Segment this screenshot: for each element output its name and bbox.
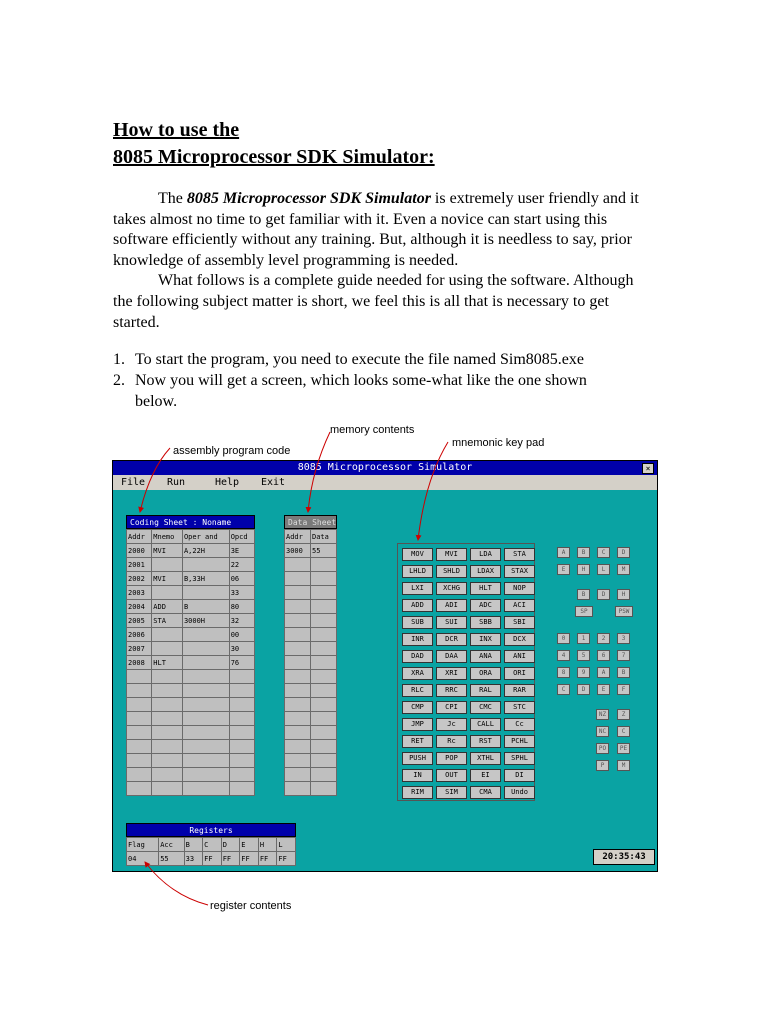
hex-key[interactable]: 8: [557, 667, 570, 678]
mnemonic-key[interactable]: XTHL: [470, 752, 501, 765]
annotation-mnemonic: mnemonic key pad: [452, 437, 545, 449]
arrow-assembly: [140, 448, 170, 512]
grid-cell[interactable]: 3E: [229, 544, 254, 558]
grid-cell[interactable]: D: [221, 838, 240, 852]
hex-key[interactable]: 2: [597, 633, 610, 644]
grid-cell[interactable]: FF: [221, 852, 240, 866]
registers-title: Registers: [126, 823, 296, 837]
menu-exit[interactable]: Exit: [261, 477, 286, 488]
arrow-register: [145, 862, 208, 905]
grid-cell[interactable]: 04: [127, 852, 159, 866]
mnemonic-key[interactable]: DAD: [402, 650, 433, 663]
mnemonic-key[interactable]: RAR: [504, 684, 535, 697]
register-key[interactable]: L: [597, 564, 610, 575]
mnemonic-key[interactable]: SBB: [470, 616, 501, 629]
grid-cell[interactable]: B: [182, 600, 229, 614]
pair-key[interactable]: D: [597, 589, 610, 600]
window-title: 8085 Microprocessor Simulator: [297, 462, 473, 473]
mnemonic-key[interactable]: ORI: [504, 667, 535, 680]
hex-key[interactable]: 6: [597, 650, 610, 661]
mnemonic-key[interactable]: Jc: [436, 718, 467, 731]
grid-cell[interactable]: 00: [229, 628, 254, 642]
grid-cell[interactable]: 2008: [127, 656, 152, 670]
register-key[interactable]: H: [577, 564, 590, 575]
mnemonic-key[interactable]: CMC: [470, 701, 501, 714]
register-key[interactable]: D: [617, 547, 630, 558]
grid-cell[interactable]: Mnemo: [152, 530, 183, 544]
grid-cell[interactable]: 06: [229, 572, 254, 586]
mnemonic-key[interactable]: PCHL: [504, 735, 535, 748]
hex-key[interactable]: C: [557, 684, 570, 695]
hex-key[interactable]: A: [597, 667, 610, 678]
annotation-memory: memory contents: [330, 424, 415, 436]
grid-cell[interactable]: 80: [229, 600, 254, 614]
list-number: 2.: [113, 372, 125, 389]
grid-cell[interactable]: 22: [229, 558, 254, 572]
grid-cell[interactable]: 32: [229, 614, 254, 628]
grid-cell[interactable]: HLT: [152, 656, 183, 670]
annotation-register: register contents: [210, 900, 292, 912]
mnemonic-key[interactable]: LHLD: [402, 565, 433, 578]
mnemonic-key[interactable]: MVI: [436, 548, 467, 561]
grid-cell[interactable]: FF: [203, 852, 222, 866]
register-key[interactable]: C: [597, 547, 610, 558]
mnemonic-key[interactable]: SUI: [436, 616, 467, 629]
mnemonic-key[interactable]: NOP: [504, 582, 535, 595]
grid-cell[interactable]: Addr: [285, 530, 311, 544]
grid-cell[interactable]: FF: [277, 852, 296, 866]
grid-cell[interactable]: 33: [184, 852, 203, 866]
doc-title-line2: 8085 Microprocessor SDK Simulator:: [113, 146, 435, 168]
annotation-assembly: assembly program code: [173, 445, 291, 457]
mnemonic-key[interactable]: MOV: [402, 548, 433, 561]
mnemonic-key[interactable]: SPHL: [504, 752, 535, 765]
condition-key[interactable]: PO: [596, 743, 609, 754]
p1-rest: is extremely user friendly and it takes almost no time to get familiar with it. Even a novice can start using this software efficiently without any training. But, although it is needless to say, prior knowledge of assembly level programming is needed.: [113, 190, 639, 269]
grid-cell[interactable]: Data: [311, 530, 337, 544]
register-key[interactable]: A: [557, 547, 570, 558]
arrow-mnemonic: [418, 442, 448, 540]
grid-cell[interactable]: ADD: [152, 600, 183, 614]
grid-cell[interactable]: 55: [159, 852, 184, 866]
grid-cell[interactable]: L: [277, 838, 296, 852]
grid-cell[interactable]: MVI: [152, 544, 183, 558]
condition-key[interactable]: P: [596, 760, 609, 771]
mnemonic-key[interactable]: DCR: [436, 633, 467, 646]
hex-key[interactable]: 7: [617, 650, 630, 661]
mnemonic-key[interactable]: HLT: [470, 582, 501, 595]
hex-key[interactable]: E: [597, 684, 610, 695]
register-key[interactable]: E: [557, 564, 570, 575]
grid-cell[interactable]: FF: [258, 852, 277, 866]
grid-cell[interactable]: H: [258, 838, 277, 852]
mnemonic-key[interactable]: Rc: [436, 735, 467, 748]
coding-sheet-title: Coding Sheet : Noname: [126, 515, 255, 529]
mnemonic-key[interactable]: ANA: [470, 650, 501, 663]
mnemonic-key[interactable]: ANI: [504, 650, 535, 663]
mnemonic-key[interactable]: PUSH: [402, 752, 433, 765]
hex-key[interactable]: D: [577, 684, 590, 695]
hex-key[interactable]: 5: [577, 650, 590, 661]
menu-file[interactable]: File: [121, 477, 146, 488]
mnemonic-key[interactable]: DCX: [504, 633, 535, 646]
mnemonic-key[interactable]: RET: [402, 735, 433, 748]
mnemonic-key[interactable]: Undo: [504, 786, 535, 799]
grid-cell[interactable]: E: [240, 838, 259, 852]
grid-cell[interactable]: 30: [229, 642, 254, 656]
mnemonic-key[interactable]: RAL: [470, 684, 501, 697]
hex-key[interactable]: 0: [557, 633, 570, 644]
hex-key[interactable]: 9: [577, 667, 590, 678]
hex-key[interactable]: 3: [617, 633, 630, 644]
mnemonic-key[interactable]: STAX: [504, 565, 535, 578]
list-text: To start the program, you need to execute the file named Sim8085.exe: [135, 351, 584, 368]
mnemonic-key[interactable]: IN: [402, 769, 433, 782]
list-text: Now you will get a screen, which looks some-what like the one shown: [135, 372, 587, 389]
grid-cell[interactable]: 2003: [127, 586, 152, 600]
grid-cell[interactable]: FF: [240, 852, 259, 866]
hex-key[interactable]: 1: [577, 633, 590, 644]
mnemonic-key[interactable]: ORA: [470, 667, 501, 680]
mnemonic-key[interactable]: CALL: [470, 718, 501, 731]
mnemonic-key[interactable]: POP: [436, 752, 467, 765]
grid-cell[interactable]: STA: [152, 614, 183, 628]
mnemonic-key[interactable]: OUT: [436, 769, 467, 782]
close-icon[interactable]: ×: [642, 463, 654, 474]
condition-key[interactable]: PE: [617, 743, 630, 754]
grid-cell[interactable]: B: [184, 838, 203, 852]
hex-key[interactable]: 4: [557, 650, 570, 661]
mnemonic-key[interactable]: STC: [504, 701, 535, 714]
p2: What follows is a complete guide needed for using the software. Although the following subject matter is short, we feel this is all that is necessary to get started.: [113, 272, 634, 331]
grid-cell[interactable]: 3000: [285, 544, 311, 558]
condition-key[interactable]: NZ: [596, 709, 609, 720]
condition-key[interactable]: Z: [617, 709, 630, 720]
grid-cell[interactable]: 2007: [127, 642, 152, 656]
mnemonic-key[interactable]: CMP: [402, 701, 433, 714]
pair-key[interactable]: B: [577, 589, 590, 600]
mnemonic-key[interactable]: RIM: [402, 786, 433, 799]
mnemonic-key[interactable]: SBI: [504, 616, 535, 629]
menu-help[interactable]: Help: [215, 477, 240, 488]
mnemonic-key[interactable]: RLC: [402, 684, 433, 697]
condition-key[interactable]: C: [617, 726, 630, 737]
mnemonic-key[interactable]: INX: [470, 633, 501, 646]
mnemonic-key[interactable]: XRI: [436, 667, 467, 680]
pair-key[interactable]: H: [617, 589, 630, 600]
grid-cell[interactable]: 2004: [127, 600, 152, 614]
grid-cell[interactable]: 33: [229, 586, 254, 600]
grid-cell[interactable]: Opcd: [229, 530, 254, 544]
grid-cell[interactable]: Acc: [159, 838, 184, 852]
mnemonic-key[interactable]: LDA: [470, 548, 501, 561]
list-number: 1.: [113, 351, 125, 368]
grid-cell[interactable]: B,33H: [182, 572, 229, 586]
grid-cell[interactable]: 55: [311, 544, 337, 558]
list-text-cont: below.: [135, 393, 178, 410]
arrow-memory: [308, 432, 330, 512]
condition-key[interactable]: M: [617, 760, 630, 771]
grid-cell[interactable]: 2001: [127, 558, 152, 572]
mnemonic-key[interactable]: INR: [402, 633, 433, 646]
pair-key[interactable]: PSW: [615, 606, 633, 617]
mnemonic-key[interactable]: EI: [470, 769, 501, 782]
condition-key[interactable]: NC: [596, 726, 609, 737]
mnemonic-key[interactable]: ADI: [436, 599, 467, 612]
mnemonic-key[interactable]: SUB: [402, 616, 433, 629]
grid-cell[interactable]: 3000H: [182, 614, 229, 628]
grid-cell[interactable]: 2002: [127, 572, 152, 586]
grid-cell[interactable]: 2000: [127, 544, 152, 558]
mnemonic-key[interactable]: RRC: [436, 684, 467, 697]
grid-cell[interactable]: MVI: [152, 572, 183, 586]
mnemonic-key[interactable]: ADC: [470, 599, 501, 612]
mnemonic-key[interactable]: XRA: [402, 667, 433, 680]
grid-cell[interactable]: Oper and: [182, 530, 229, 544]
mnemonic-key[interactable]: JMP: [402, 718, 433, 731]
grid-cell[interactable]: 2006: [127, 628, 152, 642]
hex-key[interactable]: F: [617, 684, 630, 695]
p1-product-name: 8085 Microprocessor SDK Simulator: [186, 190, 431, 207]
doc-title-line1: How to use the: [113, 119, 240, 141]
register-key[interactable]: B: [577, 547, 590, 558]
clock-display: 20:35:43: [593, 849, 655, 865]
mnemonic-key[interactable]: RST: [470, 735, 501, 748]
register-key[interactable]: M: [617, 564, 630, 575]
pair-key[interactable]: SP: [575, 606, 593, 617]
p1-lead: The: [158, 190, 187, 207]
mnemonic-key[interactable]: ADD: [402, 599, 433, 612]
mnemonic-key[interactable]: XCHG: [436, 582, 467, 595]
grid-cell[interactable]: 76: [229, 656, 254, 670]
mnemonic-key[interactable]: Cc: [504, 718, 535, 731]
data-sheet-title: Data Sheet: [284, 515, 337, 529]
grid-cell[interactable]: Addr: [127, 530, 152, 544]
menu-run[interactable]: Run: [167, 477, 186, 488]
mnemonic-key[interactable]: DAA: [436, 650, 467, 663]
grid-cell[interactable]: C: [203, 838, 222, 852]
grid-cell[interactable]: 2005: [127, 614, 152, 628]
mnemonic-key[interactable]: STA: [504, 548, 535, 561]
grid-cell[interactable]: Flag: [127, 838, 159, 852]
grid-cell[interactable]: A,22H: [182, 544, 229, 558]
mnemonic-key[interactable]: ACI: [504, 599, 535, 612]
mnemonic-key[interactable]: LDAX: [470, 565, 501, 578]
mnemonic-key[interactable]: CMA: [470, 786, 501, 799]
mnemonic-key[interactable]: CPI: [436, 701, 467, 714]
mnemonic-key[interactable]: SHLD: [436, 565, 467, 578]
mnemonic-key[interactable]: DI: [504, 769, 535, 782]
mnemonic-key[interactable]: SIM: [436, 786, 467, 799]
hex-key[interactable]: B: [617, 667, 630, 678]
mnemonic-key[interactable]: LXI: [402, 582, 433, 595]
